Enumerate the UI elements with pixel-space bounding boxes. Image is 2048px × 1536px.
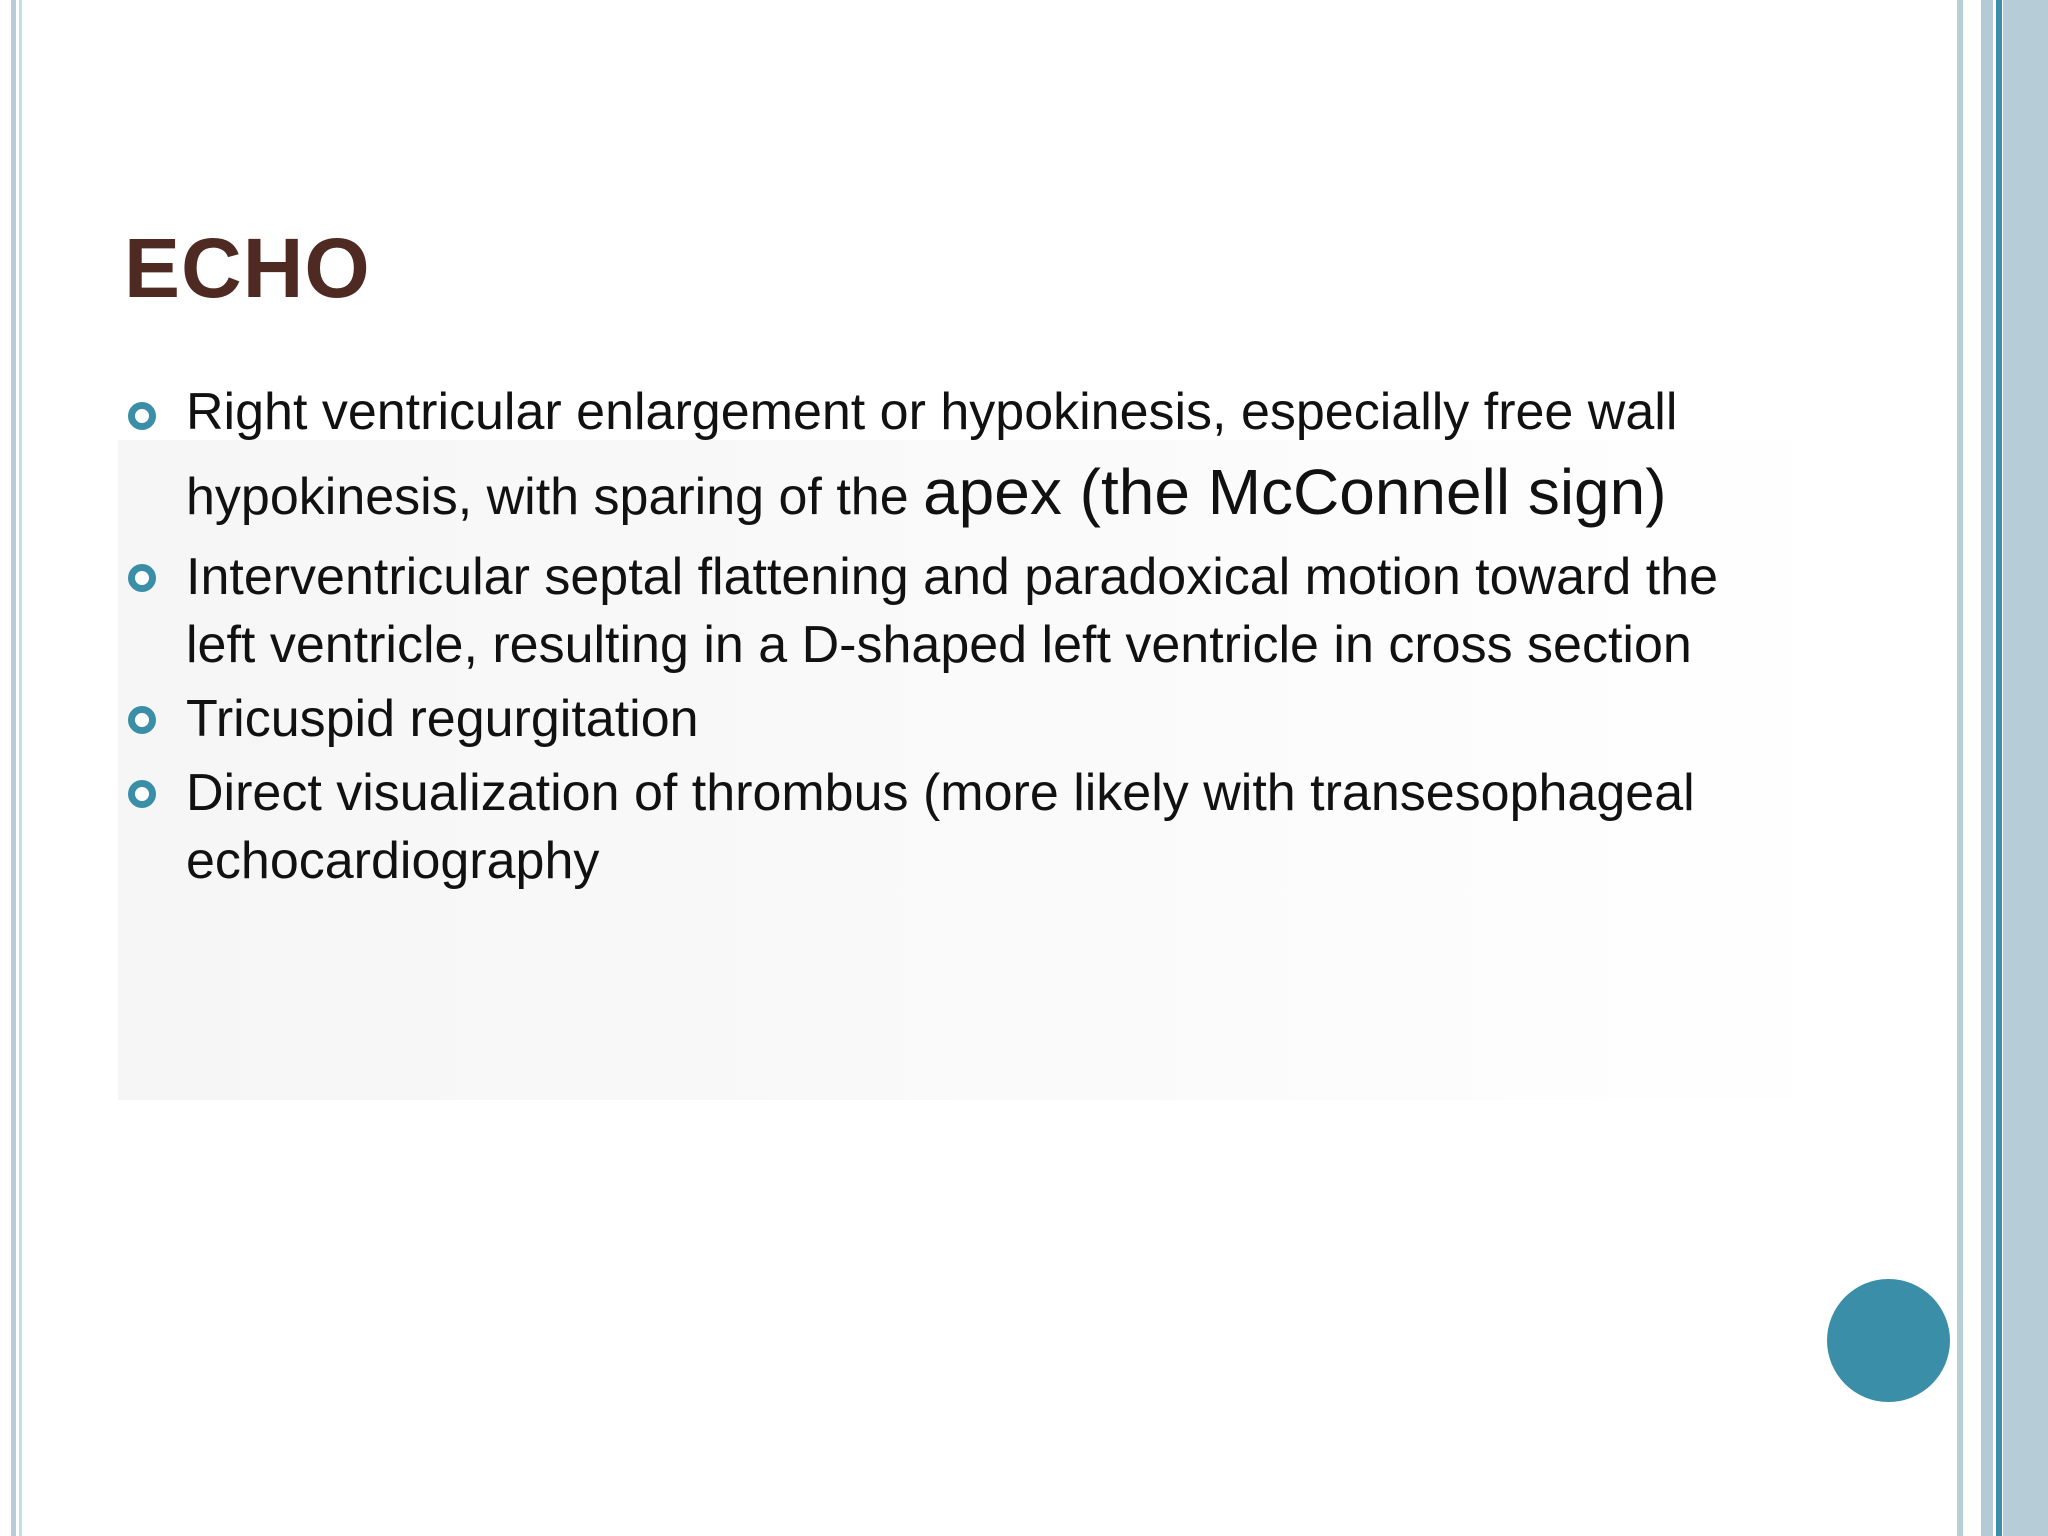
bullet-text: Right ventricular enlargement or hypokinesis, especially free wall hypokinesis, with sparing of the (186, 383, 1678, 526)
hollow-circle-icon (128, 564, 156, 592)
slide-title: ECHO (124, 221, 371, 315)
bullet-item (120, 685, 1760, 753)
right-border-stripe (2003, 0, 2048, 1536)
hollow-circle-icon (128, 402, 156, 430)
bullet-text: Tricuspid regurgitation (186, 690, 699, 748)
left-border-decoration (0, 0, 26, 1536)
right-border-stripe (1957, 0, 1963, 1536)
right-border-accent-stripe (1996, 0, 2002, 1536)
hollow-circle-icon (128, 706, 156, 734)
bullet-item (120, 543, 1760, 679)
bullet-item (120, 372, 1760, 537)
decorative-circle (1827, 1279, 1950, 1402)
left-border-stripe (11, 0, 16, 1536)
right-border-stripe (1981, 0, 1993, 1536)
right-border-decoration (1955, 0, 2048, 1536)
hollow-circle-icon (128, 780, 156, 808)
bullet-text-large: apex (the McConnell sign) (923, 456, 1667, 528)
bullet-text: Direct visualization of thrombus (more likely with transesophageal echocardiography (186, 764, 1695, 890)
bullet-list (120, 372, 1760, 901)
bullet-item (120, 759, 1760, 895)
bullet-text: Interventricular septal flattening and paradoxical motion toward the left ventricle, resulting in a D-shaped left ventricle in cross section (186, 548, 1718, 674)
left-border-stripe (19, 0, 22, 1536)
